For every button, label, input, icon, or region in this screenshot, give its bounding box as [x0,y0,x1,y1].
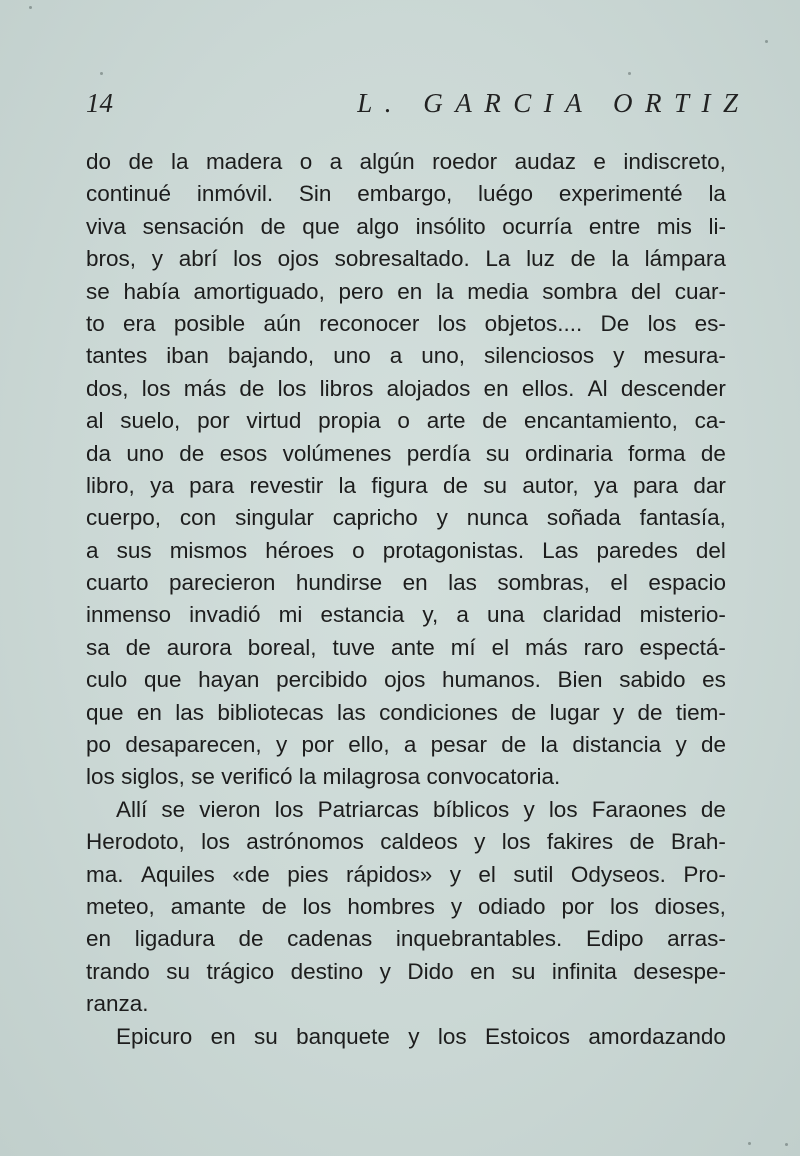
text-word: forma [627,440,686,466]
text-word: silenciosos [484,343,595,369]
text-word: espectá- [639,634,726,660]
text-word: mismos [169,537,248,563]
text-word: de [179,440,205,466]
text-line [86,243,726,275]
text-word: propia [318,408,381,434]
text-word: nunca [466,505,529,531]
text-word: vieron [199,796,261,822]
text-word: Pro- [683,861,726,887]
text-word: li- [708,213,726,239]
text-word: y [408,1023,420,1049]
text-word: audaz [514,149,576,174]
text-word: verificó [221,764,293,790]
text-word: Aquiles [140,861,215,887]
text-word: algún [359,149,415,174]
text-word: inmenso [86,602,172,628]
text-word: parecieron [169,570,276,596]
text-word: a [389,343,403,369]
text-word: los [647,310,677,336]
text-word: media [467,278,529,304]
text-word: cuarto [86,570,149,596]
text-line [86,697,726,729]
text-word: raro [583,634,624,660]
text-word: objetos.... [484,310,583,336]
text-word: fantasía, [639,505,726,531]
text-word: caldeos [380,829,458,855]
text-line [86,308,726,340]
text-word: la [436,278,454,304]
text-word: la [298,764,317,790]
text-word: meteo, [86,893,155,919]
text-word: milagrosa [322,764,421,790]
text-word: hundirse [295,570,383,596]
text-word: reconocer [319,310,420,336]
text-line [86,1021,726,1053]
text-word: desaparecen, [125,732,262,758]
text-word: Odyseos. [570,861,666,887]
text-word: de [442,472,468,498]
text-word: amortiguado, [193,278,325,304]
text-word: más [183,375,227,401]
text-word: ca- [694,408,726,434]
text-word: «de [232,861,270,887]
text-word: humanos. [442,667,541,693]
text-word: los [501,829,531,855]
text-word: los [609,893,639,919]
text-word: Herodoto, [86,829,185,855]
text-word: Las [542,537,579,563]
text-word: de [261,893,287,919]
text-word: la [170,149,189,174]
text-word: para [189,472,235,498]
text-line [86,664,726,696]
text-word: de [629,829,655,855]
text-word: de [501,732,527,758]
text-line [86,826,726,858]
text-word: desespe- [633,958,726,984]
text-word: los [274,796,304,822]
text-word: lámpara [644,246,726,272]
text-word: perdía [406,440,471,466]
text-word: de [700,440,726,466]
text-word: ellos. [521,375,575,401]
text-line [86,632,726,664]
text-word: en [210,1023,236,1049]
text-word: uno [126,440,164,466]
text-word: a [456,602,469,628]
text-word: y [613,343,625,369]
text-word: que [86,699,124,725]
text-word: suelo, [120,408,181,434]
text-word: inquebrantables. [395,926,563,952]
text-word: Bien [557,667,603,693]
text-word: del [695,537,726,563]
text-word: ojos [384,667,426,693]
text-word: ordinaria [525,440,613,466]
text-word: el [610,570,628,596]
text-word: dos, [86,375,129,401]
text-word: la [611,246,629,272]
text-word: al [86,408,104,434]
text-word: invadió [189,602,261,628]
text-word: ligadura [134,926,215,952]
text-word: mi [278,602,303,628]
text-word: su [511,958,536,984]
text-line [86,956,726,988]
text-word: estancia [320,602,405,628]
text-word: sus [116,537,152,563]
body-text [86,146,726,1053]
text-word: y [474,829,486,855]
text-word: insólito [415,213,486,239]
text-word: y [436,505,448,531]
text-word: pero [338,278,384,304]
text-word: inmóvil. [196,181,274,207]
text-word: condiciones [379,699,498,725]
text-word: o [299,149,313,174]
text-word: sombras, [497,570,590,596]
text-word: y [612,699,625,725]
text-word: y [449,861,461,887]
text-word: viva [86,213,127,239]
text-word: luégo [478,181,534,207]
text-word: Brah- [670,829,726,855]
text-word: por [301,732,335,758]
text-word: de [128,149,154,174]
text-word: continué [86,181,172,207]
text-word: a [329,149,343,174]
text-line [86,340,726,372]
text-word: Dido [407,958,454,984]
text-line [86,373,726,405]
text-word: a [86,537,99,563]
text-word: ranza. [86,991,149,1017]
text-word: ello, [348,732,390,758]
paper-speck [29,6,32,9]
text-word: es [702,667,726,693]
text-word: la [338,472,357,498]
text-word: en [86,926,112,952]
text-word: pesar [430,732,487,758]
text-word: lugar [549,699,600,725]
text-word: del [630,278,661,304]
text-word: descender [620,375,726,401]
text-word: que [143,667,182,693]
text-word: de [570,246,596,272]
text-word: Faraones [591,796,687,822]
text-line [86,502,726,534]
text-word: embargo, [357,181,453,207]
text-word: el [478,861,496,887]
text-word: percibido [276,667,368,693]
text-word: los [141,375,171,401]
paper-speck [100,72,103,75]
text-word: que [302,213,340,239]
text-word: se [86,278,110,304]
text-word: sabido [619,667,686,693]
text-word: distancia [572,732,662,758]
text-word: su [485,440,510,466]
text-line [86,729,726,761]
text-word: po [86,732,112,758]
text-word: pies [287,861,329,887]
text-word: su [483,472,508,498]
text-word: alojados [386,375,471,401]
text-word: había [123,278,180,304]
text-word: autor, [522,472,579,498]
text-word: cuerpo, [86,505,162,531]
text-word: o [352,537,365,563]
text-word: era [123,310,156,336]
text-word: es- [694,310,726,336]
text-word: de [637,699,663,725]
text-word: de [238,926,264,952]
page-header [86,88,751,128]
text-word: mis [656,213,692,239]
text-word: ocurría [502,213,573,239]
paper-speck [748,1142,751,1145]
paper-speck [785,1143,788,1146]
text-word: misterio- [639,602,726,628]
text-word: y [450,893,463,919]
text-word: de [260,213,286,239]
text-word: la [708,181,726,207]
page-number: 14 [86,88,113,118]
text-word: Edipo [585,926,644,952]
text-word: una [487,602,525,628]
text-word: bros, [86,246,137,272]
text-word: o [397,408,410,434]
text-word: esos [219,440,268,466]
text-word: de [511,699,537,725]
text-word: con [179,505,217,531]
text-word: dioses, [654,893,726,919]
text-word: cadenas [287,926,373,952]
text-word: culo [86,667,128,693]
text-word: por [561,893,595,919]
text-word: y [275,732,288,758]
text-word: se [161,796,186,822]
text-word: La [485,246,511,272]
text-word: e [593,149,606,174]
text-word: convocatoria. [426,764,561,790]
text-word: en [483,375,509,401]
text-word: capricho [332,505,418,531]
text-line [86,276,726,308]
text-word: los [233,246,262,272]
running-head: L. GARCIA ORTIZ [357,88,751,118]
text-line [86,859,726,891]
text-word: de [239,375,265,401]
text-word: to [86,310,105,336]
text-line [86,405,726,437]
text-word: las [336,699,366,725]
text-word: los [437,1023,467,1049]
text-word: hayan [198,667,260,693]
text-line [86,535,726,567]
text-word: posible [173,310,246,336]
text-word: se [191,764,215,790]
text-line [86,567,726,599]
text-word: Allí [116,796,148,822]
text-word: ya [150,472,174,498]
text-word: luz [526,246,555,272]
text-word: bajando, [227,343,315,369]
text-word: de [125,634,151,660]
text-word: Estoicos [484,1023,570,1049]
text-word: ojos [277,246,319,272]
text-word: tiem- [675,699,726,725]
text-word: en [470,958,496,984]
text-word: y [379,958,391,984]
text-word: destino [290,958,364,984]
text-word: paredes [596,537,678,563]
text-word: en [402,570,428,596]
text-word: bibliotecas [217,699,324,725]
text-word: soñada [546,505,621,531]
text-word: astrónomos [246,829,364,855]
text-word: boreal, [247,634,317,660]
text-word: iban [166,343,209,369]
text-word: Sin [298,181,332,207]
text-word: revestir [249,472,324,498]
text-word: arte [426,408,466,434]
text-word: de [700,796,726,822]
text-word: amordazando [588,1023,726,1049]
text-word: ya [593,472,618,498]
text-word: aurora [166,634,232,660]
text-word: para [633,472,679,498]
text-word: roedor [432,149,498,174]
text-word: sobresaltado. [334,246,470,272]
text-word: claridad [542,602,622,628]
text-word: uno [333,343,371,369]
text-word: trando [86,958,150,984]
text-word: sa [86,634,110,660]
text-word: y [151,246,163,272]
text-word: por [197,408,230,434]
text-word: los [437,310,467,336]
text-line [86,988,726,1020]
text-word: singular [235,505,314,531]
text-word: de [700,732,726,758]
text-word: los [86,764,115,790]
text-word: libros [319,375,374,401]
text-word: rápidos» [345,861,433,887]
text-word: banquete [296,1023,390,1049]
text-word: aún [263,310,301,336]
text-word: héroes [265,537,335,563]
text-word: infinita [551,958,617,984]
text-word: y [675,732,687,758]
text-word: de [482,408,508,434]
text-word: libro, [86,472,135,498]
text-word: espacio [648,570,726,596]
text-line [86,794,726,826]
text-word: su [166,958,191,984]
text-line [86,438,726,470]
text-word: su [253,1023,278,1049]
text-word: trágico [206,958,275,984]
text-word: cuar- [674,278,726,304]
text-word: y, [422,602,439,628]
text-word: encantamiento, [524,408,678,434]
text-line [86,470,726,502]
text-word: abrí [178,246,218,272]
text-word: ma. [86,861,124,887]
text-word: a [403,732,417,758]
text-word: los [302,893,332,919]
text-word: De [600,310,630,336]
text-word: el [491,634,510,660]
text-word: sensación [142,213,244,239]
text-word: mesura- [643,343,726,369]
text-word: tuve [332,634,375,660]
text-line [86,146,726,178]
text-word: figura [371,472,428,498]
text-word: fakires [546,829,614,855]
text-word: las [175,699,204,725]
text-word: sutil [513,861,554,887]
text-line [86,211,726,243]
text-word: siglos, [121,764,185,790]
text-word: uno, [421,343,466,369]
text-word: bíblicos [433,796,510,822]
text-word: en [397,278,423,304]
text-word: Al [587,375,608,401]
text-word: amante [170,893,246,919]
text-word: en [136,699,162,725]
paper-speck [765,40,768,43]
text-word: experimenté [558,181,683,207]
text-word: los [548,796,578,822]
text-word: ante [390,634,435,660]
text-word: Patriarcas [317,796,419,822]
text-word: la [540,732,559,758]
text-line [86,923,726,955]
text-word: sombra [542,278,618,304]
text-word: los [277,375,307,401]
text-word: entre [588,213,641,239]
text-word: hombres [347,893,435,919]
text-word: volúmenes [282,440,392,466]
text-word: madera [205,149,283,174]
text-word: Epicuro [116,1023,193,1049]
text-word: mí [450,634,476,660]
text-word: algo [356,213,399,239]
text-word: odiado [477,893,546,919]
text-word: do [86,149,112,174]
text-word: tantes [86,343,148,369]
text-word: más [525,634,568,660]
text-line [86,761,726,793]
text-word: y [523,796,535,822]
text-word: indiscreto, [623,149,726,174]
text-word: virtud [246,408,302,434]
text-word: dar [693,472,726,498]
text-word: arras- [667,926,726,952]
text-line [86,178,726,210]
text-word: da [86,440,112,466]
text-word: las [448,570,477,596]
text-word: protagonistas. [382,537,525,563]
text-line [86,599,726,631]
text-word: los [201,829,230,855]
paper-speck [628,72,631,75]
text-line [86,891,726,923]
